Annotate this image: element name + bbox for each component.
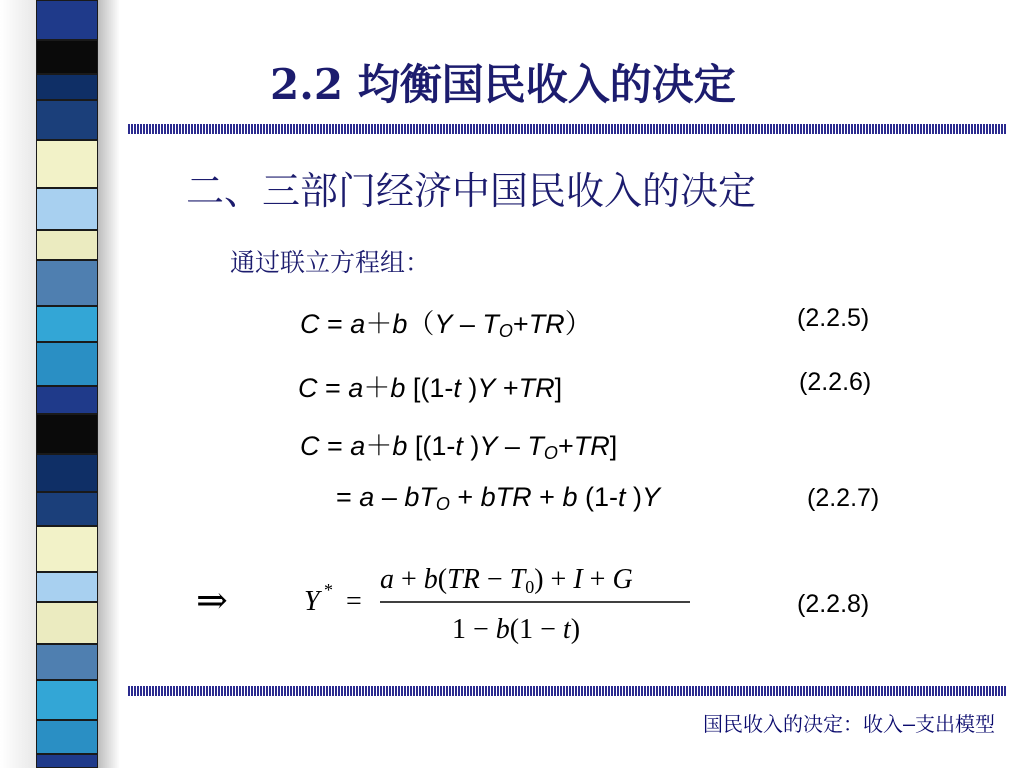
formula-denominator: 1 − b(1 − t) — [452, 614, 581, 645]
equation-term: a — [350, 431, 366, 461]
equation-term: bT — [404, 482, 436, 512]
equation-term: + — [495, 373, 519, 403]
strip-block — [36, 306, 98, 342]
equation-tag-2-2-8: (2.2.8) — [797, 590, 870, 618]
equation-term: t — [455, 431, 463, 461]
equation-2-2-5 — [300, 302, 700, 341]
equation-term: b — [392, 309, 408, 339]
equation-2-2-6 — [298, 366, 698, 402]
formula-numerator: a + b(TR − T0) + I + G — [380, 564, 633, 597]
bottom-divider — [128, 686, 1006, 696]
decorative-color-strip — [36, 0, 98, 768]
strip-block — [36, 342, 98, 386]
equation-term: = — [336, 482, 360, 512]
equation-term: ] — [609, 431, 618, 461]
equation-term: + — [512, 309, 529, 339]
equation-subscript: O — [435, 494, 450, 514]
equation-term: TR — [528, 309, 565, 339]
section-heading: 二、三部门经济中国民收入的决定 — [186, 169, 757, 213]
equation-term: bTR — [480, 482, 532, 512]
equation-term: ＋ — [365, 309, 393, 339]
equation-term: ） — [564, 309, 592, 339]
equation-term: – — [497, 431, 528, 461]
strip-block — [36, 40, 98, 74]
formula-equals: = — [346, 586, 362, 617]
equation-term: t — [453, 373, 461, 403]
strip-block — [36, 454, 98, 492]
strip-block — [36, 572, 98, 602]
strip-block — [36, 602, 98, 644]
strip-block — [36, 74, 98, 100]
equation-term: = — [319, 431, 351, 461]
equation-term: – — [374, 482, 405, 512]
equation-term: ) — [462, 431, 480, 461]
formula-lhs: Y — [304, 586, 320, 617]
equation-subscript: O — [543, 443, 558, 463]
equation-term: a — [350, 309, 366, 339]
equation-term: a — [348, 373, 364, 403]
equation-term: Y — [642, 482, 661, 512]
equation-expanded-consumption — [300, 424, 720, 463]
strip-block — [36, 680, 98, 720]
equation-term: [(1- — [407, 431, 456, 461]
strip-block — [36, 492, 98, 526]
strip-block — [36, 260, 98, 306]
slide-footer: 国民收入的决定：收入–支出模型 — [702, 712, 995, 736]
top-divider — [128, 124, 1006, 134]
slide-title: 2.2 均衡国民收入的决定 — [270, 60, 736, 109]
equation-term: C — [298, 373, 318, 403]
equation-term: C — [300, 431, 320, 461]
equation-term: T — [527, 431, 544, 461]
strip-block — [36, 188, 98, 230]
strip-block — [36, 526, 98, 572]
lead-text: 通过联立方程组： — [230, 248, 431, 277]
equation-term: (1- — [577, 482, 618, 512]
equation-term: b — [392, 431, 408, 461]
equation-term: C — [300, 309, 320, 339]
equation-term: [(1- — [405, 373, 454, 403]
equation-term: Y — [477, 373, 496, 403]
strip-block — [36, 0, 98, 40]
equation-term: TR — [573, 431, 610, 461]
strip-block — [36, 100, 98, 140]
equation-term: – — [452, 309, 483, 339]
equation-term: TR — [518, 373, 555, 403]
slide-left-shade — [0, 0, 36, 768]
equation-term: = — [317, 373, 349, 403]
equation-term: ＋ — [363, 373, 391, 403]
equation-term: = — [319, 309, 351, 339]
strip-block — [36, 754, 98, 768]
equation-term: + — [449, 482, 481, 512]
equation-tag-2-2-6: (2.2.6) — [799, 368, 872, 396]
equation-term: ] — [554, 373, 563, 403]
equation-term: Y — [434, 309, 453, 339]
equation-term: + — [531, 482, 563, 512]
strip-block — [36, 386, 98, 414]
equation-term: b — [562, 482, 578, 512]
equation-term: b — [390, 373, 406, 403]
strip-shadow — [98, 0, 120, 768]
equation-term: a — [359, 482, 375, 512]
strip-block — [36, 140, 98, 188]
implies-arrow-icon: ⇒ — [196, 578, 228, 622]
equation-term: ) — [625, 482, 642, 512]
equation-term: T — [482, 309, 499, 339]
equation-term: t — [617, 482, 626, 512]
equation-2-2-7 — [336, 482, 776, 518]
strip-block — [36, 720, 98, 754]
strip-block — [36, 414, 98, 454]
equilibrium-income-formula — [302, 558, 702, 650]
equation-term: （ — [407, 309, 435, 339]
equation-subscript: O — [498, 321, 513, 341]
formula-lhs-star: * — [324, 580, 333, 600]
equation-term: ) — [460, 373, 478, 403]
equation-term: Y — [479, 431, 498, 461]
strip-block — [36, 230, 98, 260]
equation-term: + — [557, 431, 574, 461]
strip-block — [36, 644, 98, 680]
equation-tag-2-2-5: (2.2.5) — [797, 304, 870, 332]
equation-term: ＋ — [365, 431, 393, 461]
equation-tag-2-2-7: (2.2.7) — [807, 484, 880, 512]
